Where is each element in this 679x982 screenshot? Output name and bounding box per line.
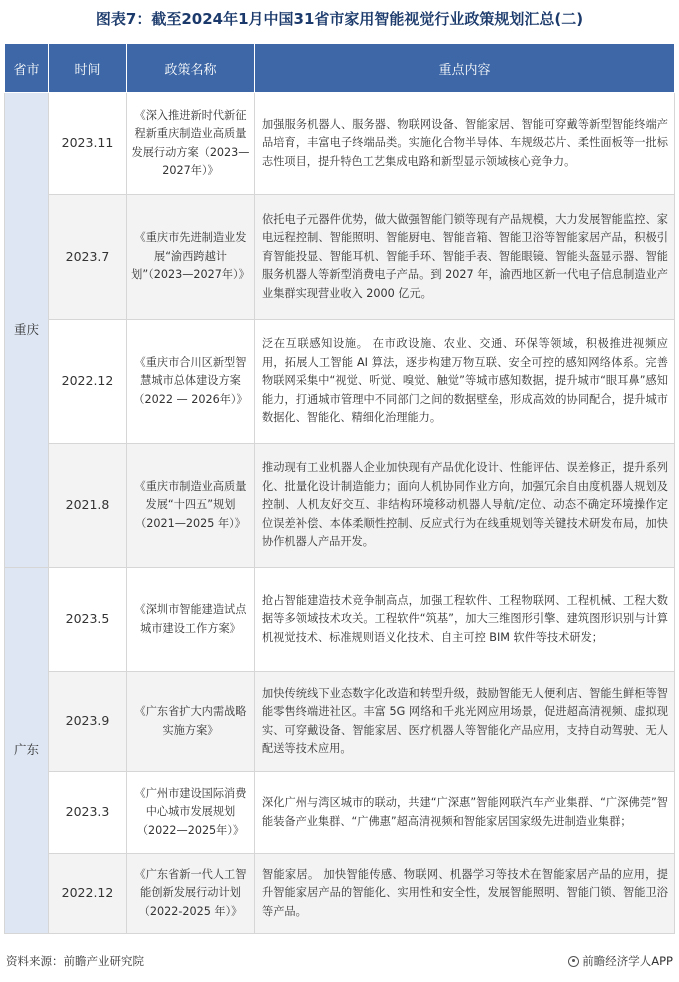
time-cell: 2023.5 (49, 568, 127, 672)
page-title: 图表7：截至2024年1月中国31省市家用智能视觉行业政策规划汇总(二) (95, 10, 584, 28)
table-row (5, 195, 675, 320)
brand-credit (568, 953, 673, 969)
policy-name-cell: 《广东省新一代人工智能创新发展行动计划（2022-2025 年）》 (127, 854, 255, 934)
key-content-cell: 深化广州与湾区城市的联动，共建“广深惠”智能网联汽车产业集群、“广深佛莞”智能装备产业集群、“广佛惠”超高清视频和智能家居国家级先进制造业集群； (255, 772, 675, 854)
table-row (5, 672, 675, 772)
policy-name-cell: 《广东省扩大内需战略实施方案》 (127, 672, 255, 772)
table-row (5, 568, 675, 672)
time-cell: 2022.12 (49, 320, 127, 444)
header-time: 时间 (49, 44, 127, 93)
header-province: 省市 (5, 44, 49, 93)
policy-name-cell: 《重庆市合川区新型智慧城市总体建设方案 （2022 — 2026年）》 (127, 320, 255, 444)
key-content-cell: 智能家居。 加快智能传感、物联网、机器学习等技术在智能家居产品的应用，提升智能家居产品的智能化、实用性和安全性，发展智能照明、智能门锁、智能卫浴等产品。 (255, 854, 675, 934)
time-cell: 2023.7 (49, 195, 127, 320)
policy-name-cell: 《重庆市先进制造业发展“渝西跨越计划”（2023—2027年）》 (127, 195, 255, 320)
time-cell: 2023.3 (49, 772, 127, 854)
table-row (5, 772, 675, 854)
table-row (5, 444, 675, 568)
table-header-row (5, 44, 675, 93)
header-policy-name: 政策名称 (127, 44, 255, 93)
policy-name-cell: 《深圳市智能建造试点城市建设工作方案》 (127, 568, 255, 672)
policy-name-cell: 《深入推进新时代新征程新重庆制造业高质量发展行动方案（2023—2027年）》 (127, 93, 255, 195)
time-cell: 2023.9 (49, 672, 127, 772)
brand-label: 前瞻经济学人APP (582, 954, 673, 968)
source-note: 资料来源：前瞻产业研究院 (6, 954, 144, 968)
key-content-cell: 加强服务机器人、服务器、物联网设备、智能家居、智能可穿戴等新型智能终端产品培育，丰富电子终端品类。实施化合物半导体、车规级芯片、柔性面板等一批标志性项目，提升特色工艺集成电路和新型显示领域核心竞争力。 (255, 93, 675, 195)
table-row (5, 854, 675, 934)
key-content-cell: 加快传统线下业态数字化改造和转型升级，鼓励智能无人便利店、智能生鲜柜等智能零售终端进社区。丰富 5G 网络和千兆光网应用场景，促进超高清视频、虚拟现实、可穿戴设备、智能家居、医疗机器人等智能化产品应用，支持自动驾驶、无人配送等技术应用。 (255, 672, 675, 772)
time-cell: 2023.11 (49, 93, 127, 195)
time-cell: 2022.12 (49, 854, 127, 934)
time-cell: 2021.8 (49, 444, 127, 568)
table-row (5, 93, 675, 195)
province-cell: 重庆 (5, 93, 49, 568)
province-cell: 广东 (5, 568, 49, 934)
key-content-cell: 依托电子元器件优势，做大做强智能门锁等现有产品规模，大力发展智能监控、家电远程控制、智能照明、智能厨电、智能音箱、智能卫浴等智能家居产品，积极引育智能投显、智能耳机、智能手环、智能手表、智能眼镜、智能头盔显示器、智能服务机器人等新型消费电子产品。到 2027 年，渝西地区新一代电子信息制造业产业集群实现营业收入 2000 亿元。 (255, 195, 675, 320)
at-circle-icon (568, 956, 579, 967)
key-content-cell: 抢占智能建造技术竞争制高点，加强工程软件、工程物联网、工程机械、工程大数据等多领域技术攻关。工程软件“筑基”，加大三维图形引擎、建筑图形识别与计算机视觉技术、标准规则语义化技术、自主可控 BIM 软件等技术研发； (255, 568, 675, 672)
policy-table (4, 43, 675, 934)
key-content-cell: 泛在互联感知设施。 在市政设施、农业、交通、环保等领域，积极推进视频应用，拓展人工智能 AI 算法，逐步构建万物互联、安全可控的感知网络体系。完善物联网采集中“视觉、听觉、嗅觉、触觉”等城市感知数据，提升城市“眼耳鼻”感知能力，打通城市管理中不同部门之间的数据壁垒，形成高效的协同配合，提升城市数据化、智能化、精细化治理能力。 (255, 320, 675, 444)
policy-name-cell: 《广州市建设国际消费中心城市发展规划（2022—2025年）》 (127, 772, 255, 854)
header-key-content: 重点内容 (255, 44, 675, 93)
policy-name-cell: 《重庆市制造业高质量发展“十四五”规划（2021—2025 年）》 (127, 444, 255, 568)
table-row (5, 320, 675, 444)
key-content-cell: 推动现有工业机器人企业加快现有产品优化设计、性能评估、误差修正，提升系列化、批量化设计制造能力；面向人机协同作业方向，加强冗余自由度机器人规划及控制、人机友好交互、非结构环境移动机器人导航/定位、动态不确定环境操作定位误差补偿、本体柔顺性控制、反应式行为在线重规划等关键技术研发布局，加快协作机器人产品开发。 (255, 444, 675, 568)
